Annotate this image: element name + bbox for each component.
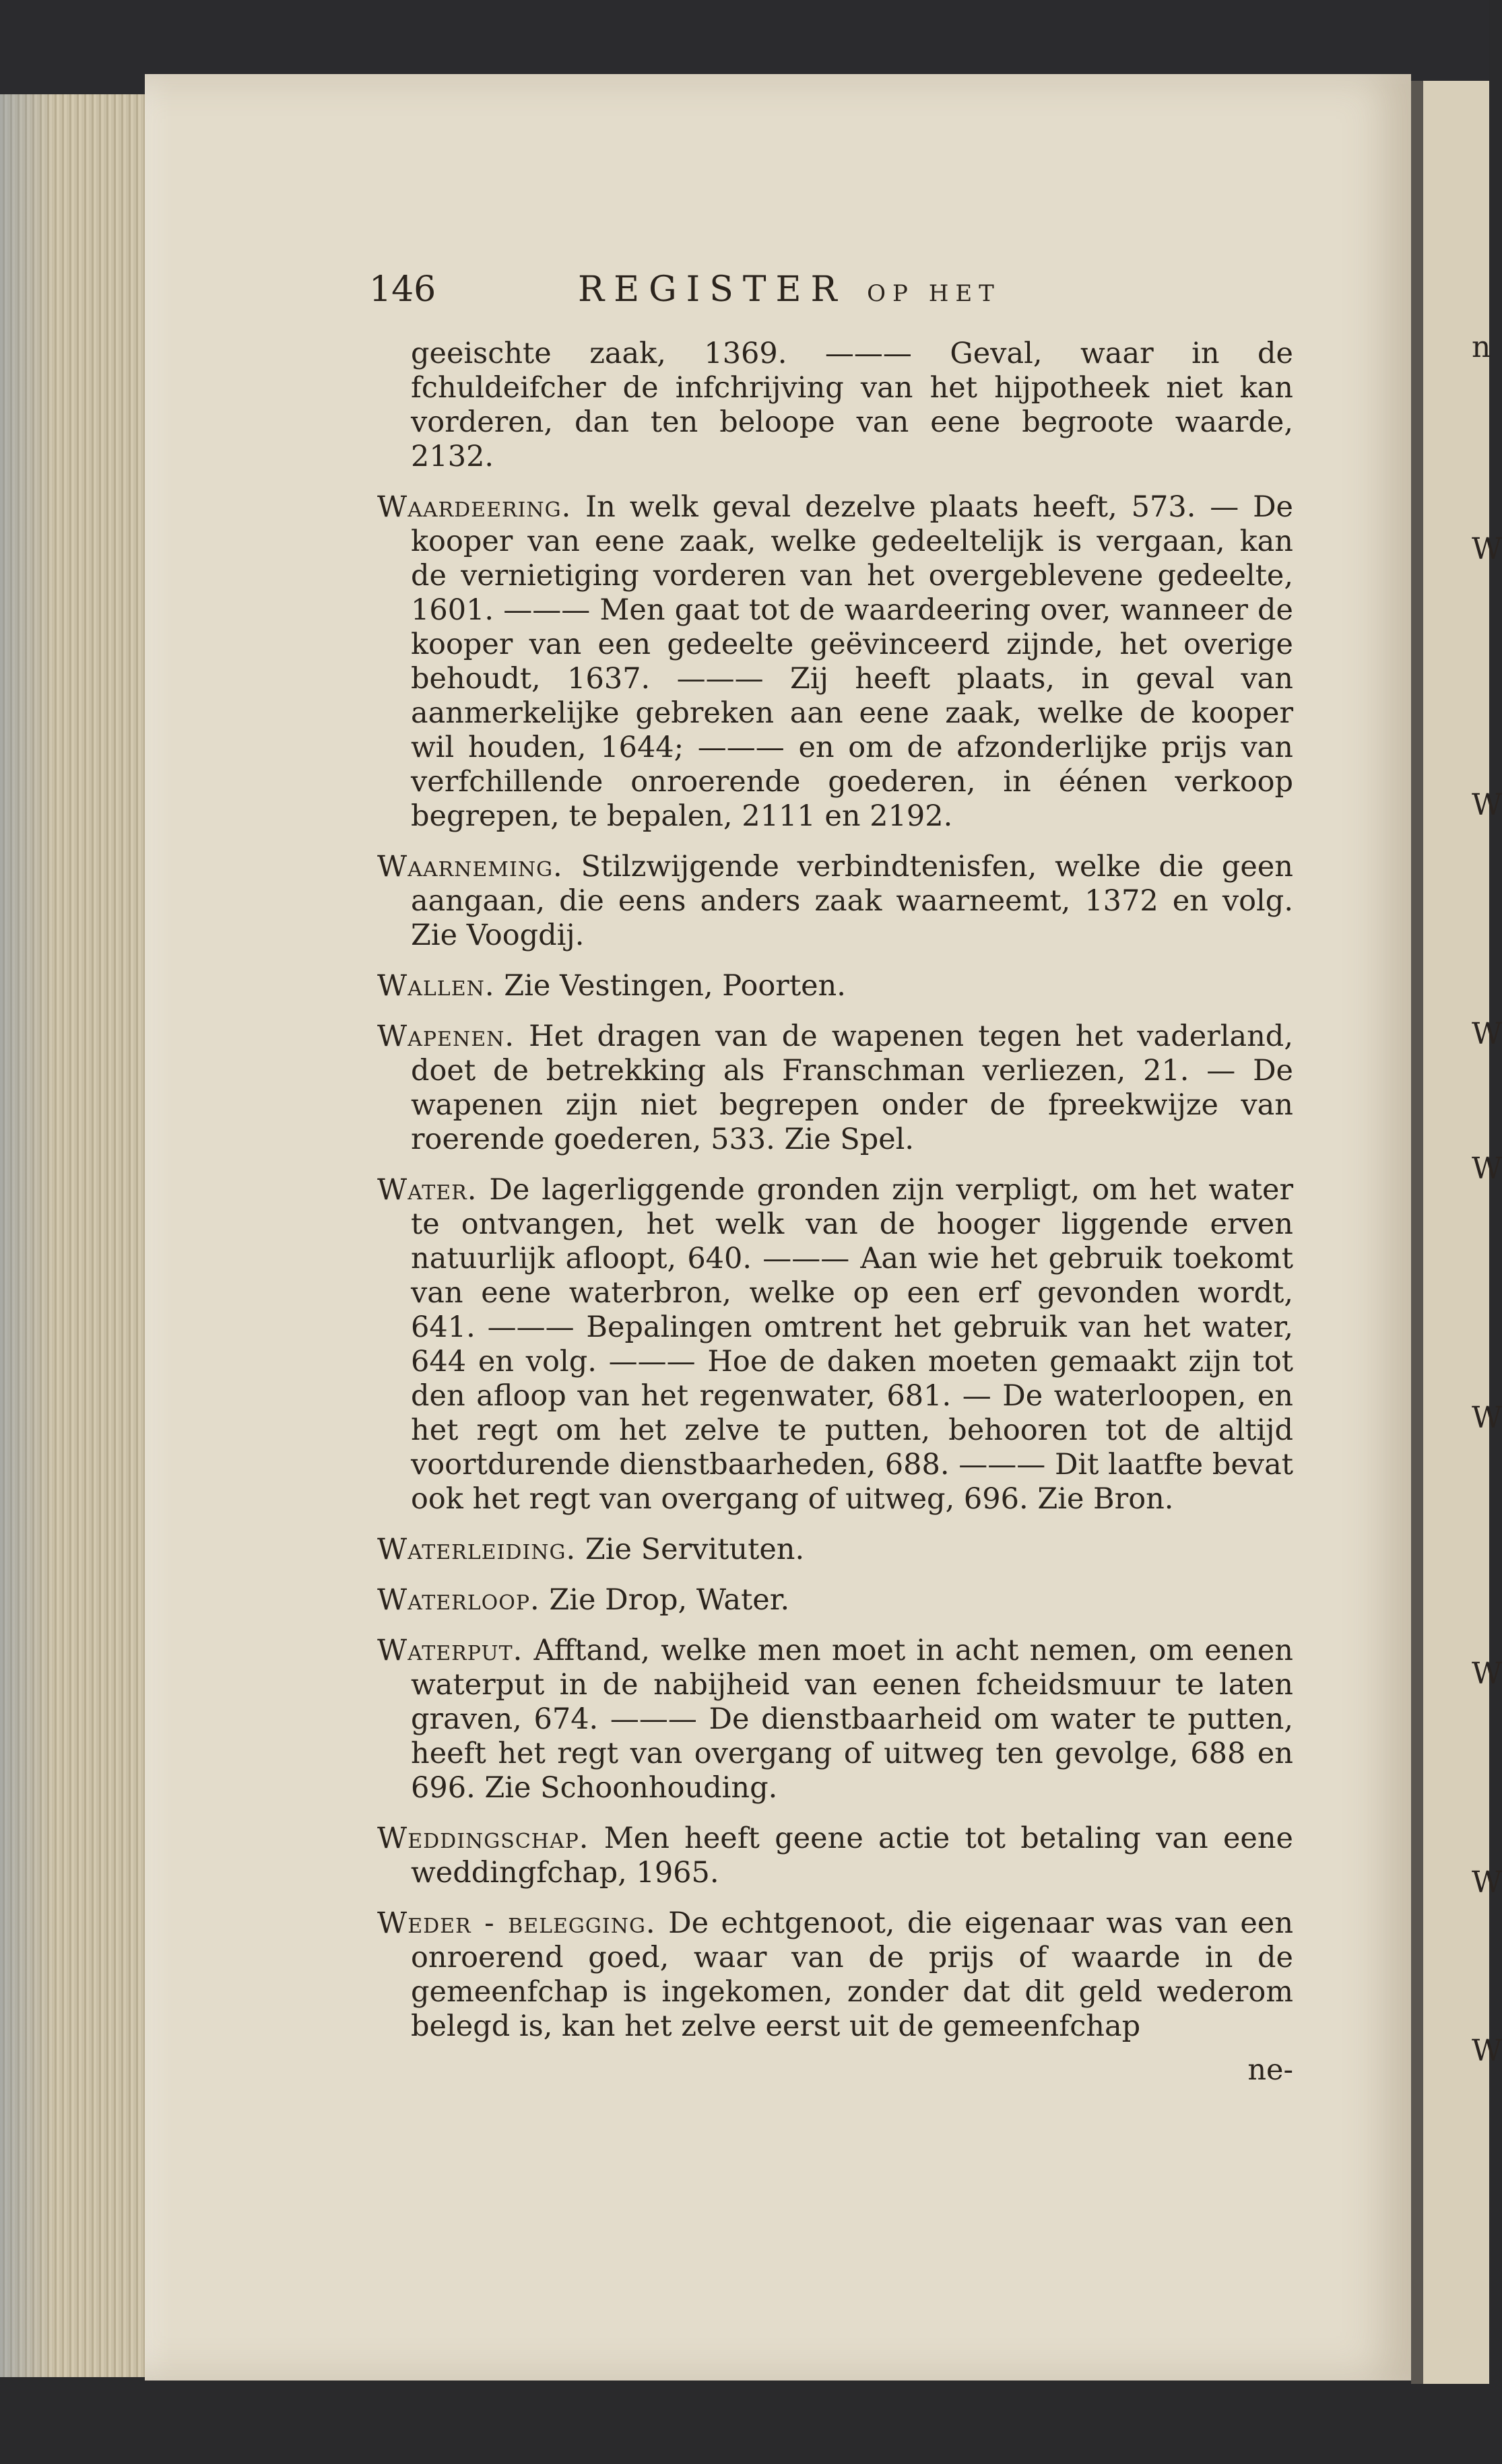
entry-headword: Wapenen.	[377, 1020, 515, 1053]
register-entry	[377, 1173, 1293, 1517]
edge-letter: W	[1472, 788, 1502, 822]
book-bottom-background	[0, 2370, 1489, 2464]
register-entry	[377, 337, 1293, 474]
edge-letter: W	[1472, 1017, 1502, 1051]
register-entry	[377, 490, 1293, 834]
register-entry	[377, 1583, 1293, 1618]
register-entry	[377, 850, 1293, 953]
entry-headword: Wallen.	[377, 969, 495, 1003]
edge-letter: W	[1472, 1401, 1502, 1435]
entry-text: Zie Drop, Water.	[549, 1583, 790, 1617]
register-body	[377, 337, 1293, 2117]
catchword: ne-	[1247, 2053, 1293, 2087]
register-entry	[377, 969, 1293, 1003]
edge-letter: W	[1472, 1865, 1502, 1900]
page-number: 146	[369, 269, 436, 310]
entry-text: Zie Vestingen, Poorten.	[504, 969, 846, 1003]
right-page-edge	[1411, 81, 1502, 2384]
running-head	[369, 269, 1144, 317]
running-head-title	[578, 269, 1001, 310]
entry-text: Stilzwijgende verbindtenisfen, welke die geen aangaan, die eens anders zaak waarneemt, 1372 en volg. Zie Voogdij.	[411, 850, 1293, 952]
entry-headword: Waterput.	[377, 1634, 523, 1667]
edge-letter: W	[1472, 1152, 1502, 1186]
entry-headword: Water.	[377, 1173, 478, 1207]
entry-headword: Waterleiding.	[377, 1533, 577, 1566]
edge-letter: W	[1472, 532, 1502, 566]
entry-headword: Waterloop.	[377, 1583, 540, 1617]
edge-stain	[0, 94, 54, 2377]
entry-text: Afftand, welke men moet in acht nemen, om eenen waterput in de nabijheid van eenen fcheidsmuur te laten graven, 674. ——— De dienstbaarheid om water te putten, heeft het regt van overgang of uitweg ten gevolge, 688 en 696. Zie Schoonhouding.	[411, 1634, 1293, 1805]
edge-letter: W	[1472, 1657, 1502, 1691]
entry-text: Zie Servituten.	[585, 1533, 805, 1566]
entry-text: In welk geval dezelve plaats heeft, 573. — De kooper van eene zaak, welke gedeeltelijk is vergaan, kan de vernietiging vorderen van het overgeblevene gedeelte, 1601. ——— Men gaat tot de waardeering over, wanneer de kooper van een gedeelte geëvinceerd zijnde, het overige behoudt, 1637. ——— Zij heeft plaats, in geval van aanmerkelijke gebreken aan eene zaak, welke de kooper wil houden, 1644; ——— en om de afzonderlijke prijs van verfchillende onroerende goederen, in éénen verkoop begrepen, te bepalen, 2111 en 2192.	[411, 490, 1293, 833]
left-page-edges	[0, 94, 146, 2377]
register-entry	[377, 1533, 1293, 1567]
register-entry	[377, 1906, 1293, 2044]
entry-text: De echtgenoot, die eigenaar was van een onroerend goed, waar van de prijs of waarde in de gemeenfchap is ingekomen, zonder dat dit geld wederom belegd is, kan het zelve eerst uit de gemeenfchap	[411, 1906, 1294, 2043]
entry-headword: Weder - belegging.	[377, 1906, 656, 1940]
edge-letter: W	[1472, 2034, 1502, 2068]
register-entry	[377, 1020, 1293, 1157]
running-head-sub: OP HET	[867, 280, 1001, 307]
running-head-main: REGISTER	[578, 269, 847, 310]
entry-text: geeischte zaak, 1369. ——— Geval, waar in de fchuldeifcher de infchrijving van het hijpotheek niet kan vorderen, dan ten beloope van eene begroote waarde, 2132.	[411, 337, 1293, 473]
entry-text: Men heeft geene actie tot betaling van eene weddingfchap, 1965.	[411, 1822, 1293, 1890]
edge-letter: n	[1472, 330, 1491, 364]
entry-text: Het dragen van de wapenen tegen het vaderland, doet de betrekking als Franschman verliezen, 21. — De wapenen zijn niet begrepen onder de fpreekwijze van roerende goederen, 533. Zie Spel.	[411, 1020, 1293, 1156]
entry-headword: Waardeering.	[377, 490, 572, 524]
entry-headword: Weddingschap.	[377, 1822, 589, 1855]
register-entry	[377, 1822, 1293, 1890]
register-entry	[377, 1634, 1293, 1805]
entry-text: De lagerliggende gronden zijn verpligt, om het water te ontvangen, het welk van de hooger liggende erven natuurlijk afloopt, 640. ——— Aan wie het gebruik toekomt van eene waterbron, welke op een erf gevonden wordt, 641. ——— Bepalingen omtrent het gebruik van het water, 644 en volg. ——— Hoe de daken moeten gemaakt zijn tot den afloop van het regenwater, 681. — De waterloopen, en het regt om het zelve te putten, behooren tot de altijd voortdurende dienstbaarheden, 688. ——— Dit laatfte bevat ook het regt van overgang of uitweg, 696. Zie Bron.	[411, 1173, 1293, 1516]
entry-headword: Waarneming.	[377, 850, 563, 884]
